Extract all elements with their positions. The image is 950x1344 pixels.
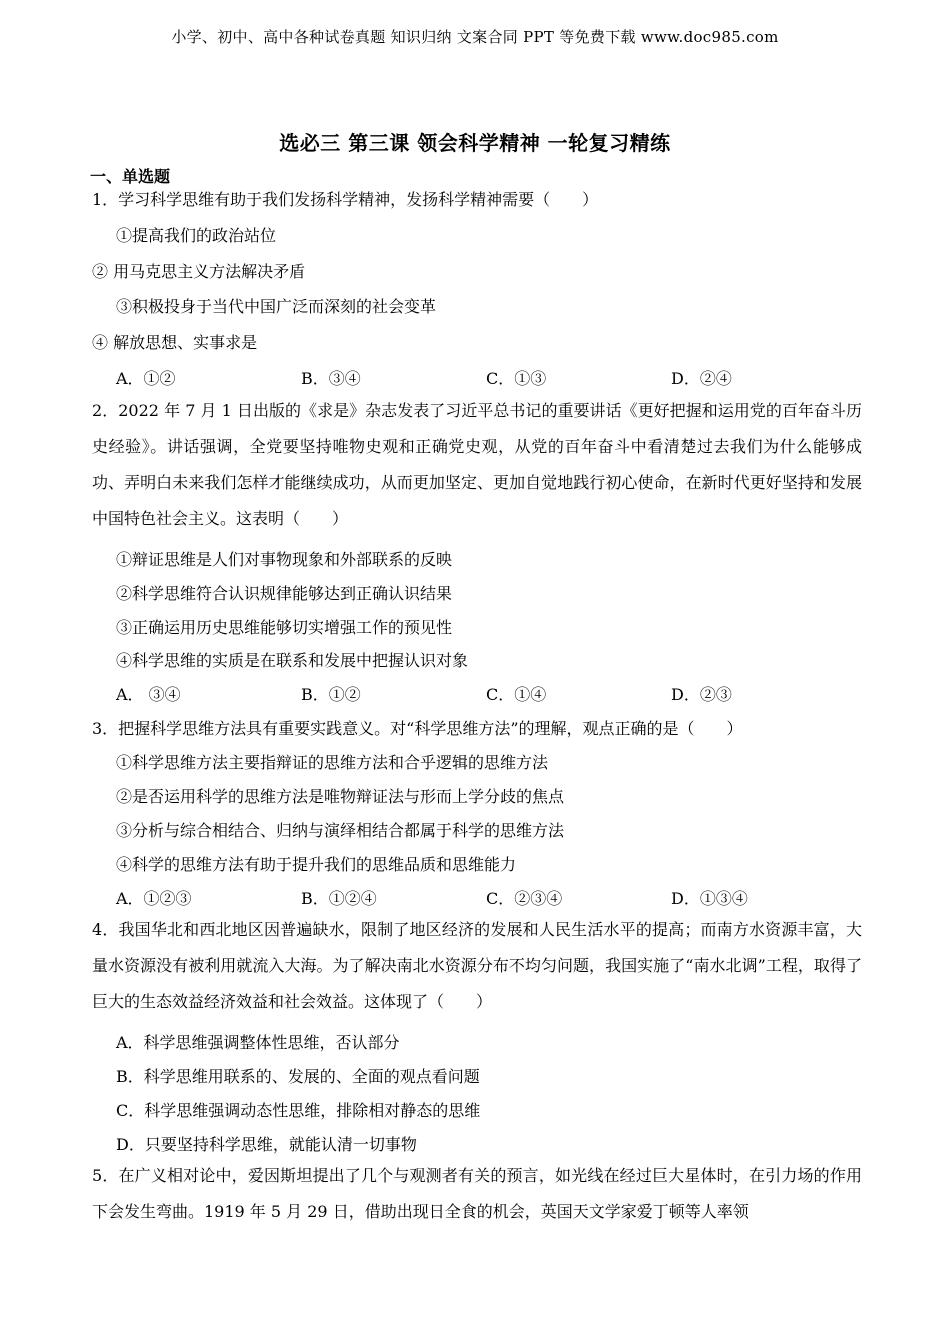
question-2-stem: 2．2022 年 7 月 1 日出版的《求是》杂志发表了习近平总书记的重要讲话《更好把握和运用党的百年奋斗历史经验》。讲话强调，全党要坚持唯物史观和正确党史观，从党的百年奋斗中看清楚过去我们为什么能够成功、弄明白未来我们怎样才能继续成功，从而更加坚定、更加自觉地践行初心使命，在新时代更好坚持和发展中国特色社会主义。这表明（ ） xyxy=(92,401,862,528)
question-4-option-c[interactable]: C．科学思维强调动态性思维，排除相对静态的思维 xyxy=(116,1101,481,1120)
question-3-stem: 3．把握科学思维方法具有重要实践意义。对“科学思维方法”的理解，观点正确的是（ ） xyxy=(92,719,743,738)
document-title: 选必三 第三课 领会科学精神 一轮复习精练 xyxy=(279,131,671,155)
page-header: 小学、初中、高中各种试卷真题 知识归纳 文案合同 PPT 等免费下载 www.doc985.com xyxy=(171,28,779,46)
question-1-options xyxy=(116,366,876,389)
option-a[interactable]: A． ③④ xyxy=(116,685,181,704)
section-heading: 一、单选题 xyxy=(90,167,171,186)
question-2-item: ③正确运用历史思维能够切实增强工作的预见性 xyxy=(116,618,453,637)
question-2-options xyxy=(116,682,876,705)
question-3-item: ③分析与综合相结合、归纳与演绎相结合都属于科学的思维方法 xyxy=(116,821,565,840)
question-1-item: ④ 解放思想、实事求是 xyxy=(92,333,258,352)
option-d[interactable]: D．①③④ xyxy=(671,889,748,908)
option-a[interactable]: A．①② xyxy=(116,369,176,388)
option-a[interactable]: A．①②③ xyxy=(116,889,192,908)
option-c[interactable]: C．①③ xyxy=(486,369,547,388)
question-3-item: ①科学思维方法主要指辩证的思维方法和合乎逻辑的思维方法 xyxy=(116,753,549,772)
question-1-item: ③积极投身于当代中国广泛而深刻的社会变革 xyxy=(116,297,437,316)
question-2-item: ④科学思维的实质是在联系和发展中把握认识对象 xyxy=(116,651,469,670)
question-3-options xyxy=(116,886,876,909)
option-b[interactable]: B．③④ xyxy=(301,369,361,388)
question-2-item: ②科学思维符合认识规律能够达到正确认识结果 xyxy=(116,584,453,603)
question-1-stem: 1．学习科学思维有助于我们发扬科学精神，发扬科学精神需要（ ） xyxy=(92,190,599,209)
question-4-option-d[interactable]: D．只要坚持科学思维，就能认清一切事物 xyxy=(116,1135,417,1154)
question-1-item: ② 用马克思主义方法解决矛盾 xyxy=(92,262,306,281)
question-1-item: ①提高我们的政治站位 xyxy=(116,226,277,245)
question-3-item: ②是否运用科学的思维方法是唯物辩证法与形而上学分歧的焦点 xyxy=(116,787,565,806)
question-4-option-a[interactable]: A．科学思维强调整体性思维，否认部分 xyxy=(116,1033,400,1052)
option-d[interactable]: D．②④ xyxy=(671,369,732,388)
option-d[interactable]: D．②③ xyxy=(671,685,732,704)
question-3-item: ④科学的思维方法有助于提升我们的思维品质和思维能力 xyxy=(116,855,517,874)
option-c[interactable]: C．①④ xyxy=(486,685,547,704)
question-4-option-b[interactable]: B．科学思维用联系的、发展的、全面的观点看问题 xyxy=(116,1067,480,1086)
question-5-stem: 5．在广义相对论中，爱因斯坦提出了几个与观测者有关的预言，如光线在经过巨大星体时，在引力场的作用下会发生弯曲。1919 年 5 月 29 日，借助出现日全食的机会，英国天文学家爱丁顿等人率领 xyxy=(92,1166,862,1221)
option-b[interactable]: B．①② xyxy=(301,685,361,704)
option-b[interactable]: B．①②④ xyxy=(301,889,377,908)
question-4-stem: 4．我国华北和西北地区因普遍缺水，限制了地区经济的发展和人民生活水平的提高；而南方水资源丰富，大量水资源没有被利用就流入大海。为了解决南北水资源分布不均匀问题，我国实施了“南水北调”工程，取得了巨大的生态效益经济效益和社会效益。这体现了（ ） xyxy=(92,920,862,1011)
question-2-item: ①辩证思维是人们对事物现象和外部联系的反映 xyxy=(116,550,453,569)
option-c[interactable]: C．②③④ xyxy=(486,889,563,908)
